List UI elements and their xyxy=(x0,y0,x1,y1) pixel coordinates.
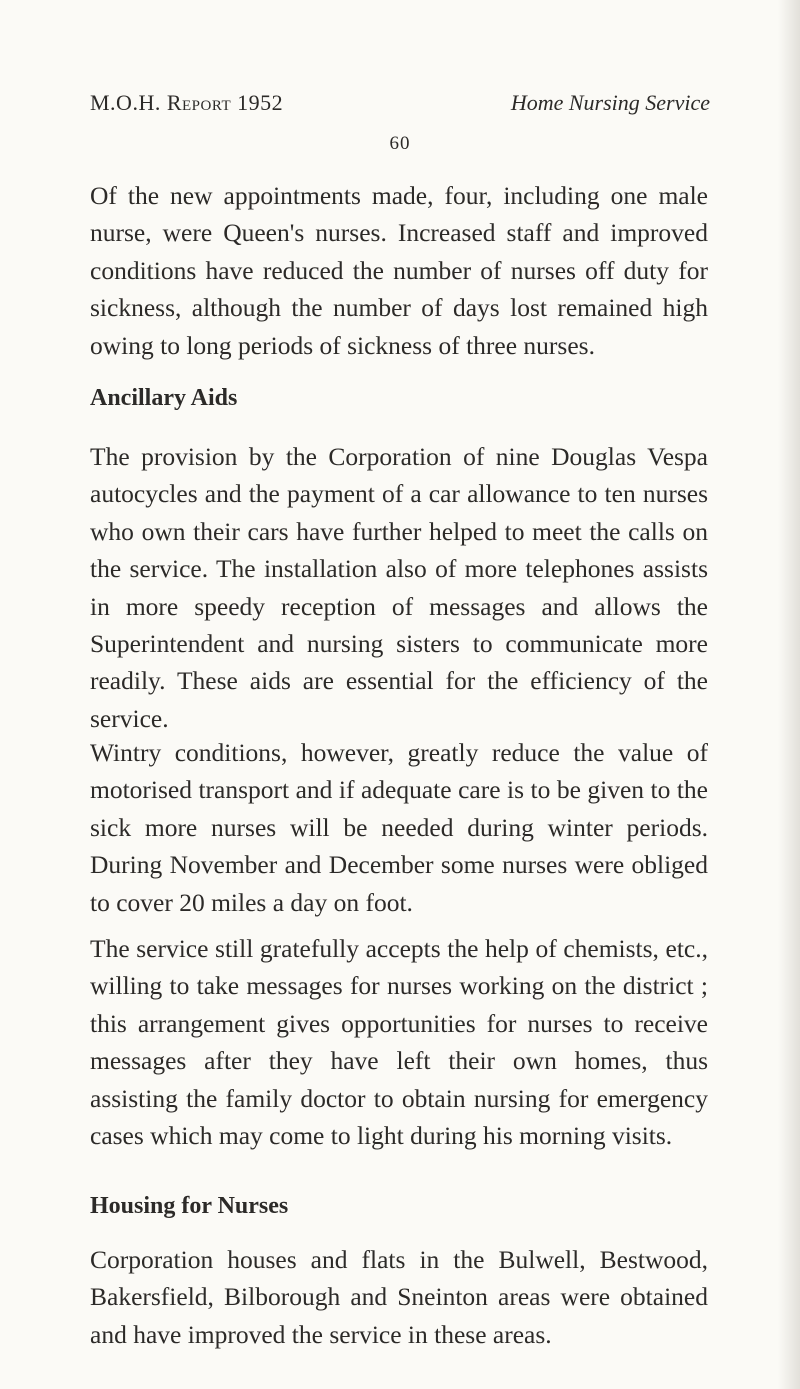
report-word: Report xyxy=(166,90,232,115)
running-head xyxy=(90,90,710,124)
heading-ancillary-aids: Ancillary Aids xyxy=(90,385,238,411)
report-prefix: M.O.H. xyxy=(90,90,167,115)
report-label xyxy=(90,90,283,116)
paragraph-wintry-conditions: Wintry conditions, however, greatly reduce the value of motorised transport and if adequate care is to be given to the sick more nurses will be needed during winter periods. During November and December some nurses were obliged to cover 20 miles a day on foot. xyxy=(90,738,708,917)
page-edge-shadow xyxy=(778,0,800,1389)
heading-housing-for-nurses: Housing for Nurses xyxy=(90,1193,289,1219)
paragraph-housing: Corporation houses and flats in the Bulwell, Bestwood, Bakersfield, Bilborough and Sneinton areas were obtained and have improved the service in these areas. xyxy=(90,1245,708,1349)
report-year: 1952 xyxy=(231,90,284,115)
paragraph-appointments: Of the new appointments made, four, including one male nurse, were Queen's nurses. Increased staff and improved conditions have reduced the number of nurses off duty for sickness, although the number of days lost remained high owing to long periods of sickness of three nurses. xyxy=(90,181,708,360)
paragraph-chemists: The service still gratefully accepts the help of chemists, etc., willing to take messages for nurses working on the district ; this arrangement gives opportunities for nurses to receive messages after they have left their own homes, thus assisting the family doctor to obtain nursing for emergency cases which may come to light during his morning visits. xyxy=(90,934,708,1151)
paragraph-ancillary-aids: The provision by the Corporation of nine Douglas Vespa autocycles and the payment of a car allowance to ten nurses who own their cars have further helped to meet the calls on the service. The installation also of more telephones assists in more speedy reception of messages and allows the Superintendent and nursing sisters to communicate more readily. These aids are essential for the efficiency of the service. xyxy=(90,442,708,733)
page-number: 60 xyxy=(389,133,411,154)
section-title: Home Nursing Service xyxy=(510,90,710,115)
